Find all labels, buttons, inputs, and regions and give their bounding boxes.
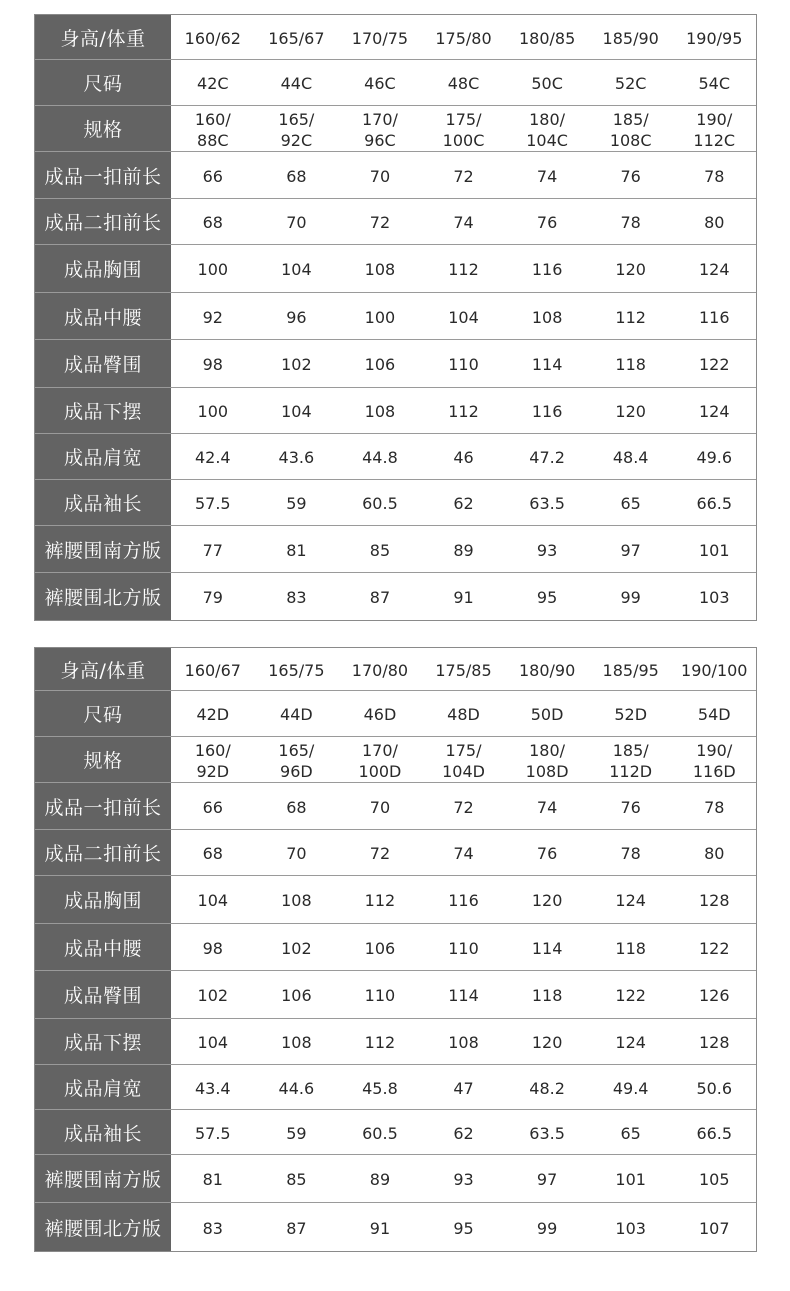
table-cell: 49.6 — [696, 448, 733, 467]
table-cell: 66 — [202, 797, 223, 817]
table-cell: 180/85 — [518, 28, 576, 48]
table-cell: 190/100 — [681, 660, 748, 680]
table-row-front-length-1 — [35, 152, 756, 199]
row-header: 成品胸围 — [35, 245, 171, 292]
table-row-hem — [35, 1019, 756, 1065]
table-cell: 80 — [704, 213, 725, 232]
row-values — [171, 783, 756, 829]
table-cell: 78 — [620, 844, 641, 863]
row-values — [171, 573, 756, 620]
table-row-sleeve — [35, 1110, 756, 1155]
row-header: 成品下摆 — [35, 388, 171, 433]
table-cell: 108 — [448, 1033, 479, 1052]
table-cell: 103 — [615, 1218, 646, 1238]
table-cell: 63.5 — [529, 494, 565, 513]
table-cell: 47.2 — [529, 448, 565, 467]
table-cell: 108 — [281, 1033, 312, 1052]
table-cell: 165/ 96D — [278, 740, 315, 781]
row-values — [171, 60, 756, 105]
row-header: 身高/体重 — [35, 648, 171, 690]
table-cell: 106 — [364, 355, 396, 374]
table-cell: 105 — [698, 1170, 730, 1189]
table-cell: 108 — [531, 307, 563, 327]
table-cell: 76 — [620, 797, 641, 817]
table-row-spec — [35, 106, 756, 152]
row-values — [171, 1019, 756, 1064]
table-cell: 165/ 92C — [278, 109, 315, 150]
table-cell: 76 — [536, 844, 558, 863]
table-cell: 160/ 92D — [194, 740, 231, 781]
table-cell: 180/ 108D — [525, 740, 569, 781]
table-cell: 122 — [615, 986, 646, 1005]
table-cell: 160/67 — [184, 660, 241, 680]
row-values — [171, 15, 756, 59]
table-cell: 46C — [364, 74, 396, 93]
table-cell: 98 — [202, 938, 223, 958]
row-header: 成品一扣前长 — [35, 783, 171, 829]
table-cell: 85 — [286, 1170, 307, 1189]
row-header: 成品中腰 — [35, 924, 171, 970]
table-cell: 97 — [536, 1170, 558, 1189]
table-cell: 66 — [202, 166, 223, 186]
table-cell: 47 — [453, 1078, 474, 1098]
row-header: 成品中腰 — [35, 293, 171, 339]
table-cell: 118 — [615, 355, 646, 374]
table-cell: 170/ 96C — [361, 109, 398, 150]
table-row-height-weight — [35, 15, 756, 60]
table-row-pants-waist-north — [35, 573, 756, 620]
table-cell: 116 — [531, 402, 563, 421]
table-cell: 170/80 — [351, 660, 409, 680]
table-cell: 116 — [531, 260, 563, 279]
table-cell: 72 — [453, 797, 474, 817]
table-cell: 175/ 104D — [442, 740, 485, 781]
table-cell: 100 — [364, 307, 396, 327]
table-cell: 122 — [698, 355, 730, 374]
table-cell: 91 — [369, 1218, 391, 1238]
table-cell: 100 — [197, 260, 229, 279]
table-cell: 50C — [531, 74, 563, 93]
row-header: 成品肩宽 — [35, 434, 171, 479]
table-row-shoulder — [35, 434, 756, 480]
table-cell: 59 — [286, 1123, 307, 1143]
row-values — [171, 648, 756, 690]
table-row-front-length-2 — [35, 830, 756, 876]
table-row-size — [35, 60, 756, 106]
table-cell: 95 — [536, 588, 558, 607]
row-header: 成品袖长 — [35, 480, 171, 525]
table-cell: 95 — [453, 1218, 474, 1238]
table-cell: 160/62 — [184, 28, 241, 48]
table-cell: 110 — [364, 986, 396, 1005]
table-cell: 43.4 — [194, 1078, 231, 1098]
row-values — [171, 876, 756, 923]
table-cell: 96 — [286, 307, 307, 327]
table-cell: 185/ 112D — [609, 740, 653, 781]
table-cell: 99 — [620, 588, 641, 607]
table-cell: 100 — [197, 402, 229, 421]
table-cell: 57.5 — [194, 494, 231, 513]
row-header: 裤腰围北方版 — [35, 573, 171, 620]
table-cell: 48D — [447, 705, 480, 724]
table-cell: 77 — [202, 540, 223, 560]
table-row-shoulder — [35, 1065, 756, 1110]
row-header: 裤腰围南方版 — [35, 1155, 171, 1202]
table-row-hem — [35, 388, 756, 434]
table-cell: 74 — [453, 213, 474, 232]
table-cell: 48.4 — [612, 448, 649, 467]
table-cell: 112 — [364, 891, 396, 910]
table-cell: 87 — [369, 588, 391, 607]
table-row-pants-waist-north — [35, 1203, 756, 1251]
table-cell: 44C — [280, 74, 313, 93]
table-cell: 92 — [202, 307, 223, 327]
table-cell: 42C — [197, 74, 229, 93]
table-cell: 104 — [197, 1033, 229, 1052]
table-cell: 68 — [202, 213, 223, 232]
table-cell: 101 — [698, 540, 730, 560]
table-cell: 108 — [364, 402, 396, 421]
table-cell: 120 — [615, 402, 646, 421]
table-cell: 190/ 116D — [692, 740, 736, 781]
table-cell: 110 — [448, 355, 479, 374]
table-cell: 91 — [453, 588, 474, 607]
table-cell: 120 — [531, 1033, 563, 1052]
table-cell: 175/80 — [435, 28, 492, 48]
table-row-front-length-1 — [35, 783, 756, 830]
table-cell: 76 — [536, 213, 558, 232]
table-cell: 45.8 — [362, 1078, 398, 1098]
table-cell: 42D — [196, 705, 230, 724]
table-cell: 104 — [281, 402, 312, 421]
row-values — [171, 830, 756, 875]
table-cell: 63.5 — [529, 1123, 565, 1143]
row-header: 成品二扣前长 — [35, 830, 171, 875]
table-cell: 70 — [286, 213, 307, 232]
size-table-d — [34, 647, 757, 1252]
table-cell: 59 — [286, 494, 307, 513]
table-row-chest — [35, 876, 756, 924]
table-cell: 118 — [615, 938, 646, 958]
table-cell: 66.5 — [696, 494, 733, 513]
table-cell: 83 — [202, 1218, 223, 1238]
row-values — [171, 526, 756, 572]
table-cell: 49.4 — [612, 1078, 649, 1098]
row-values — [171, 737, 756, 782]
table-cell: 170/75 — [351, 28, 409, 48]
row-values — [171, 1065, 756, 1109]
table-cell: 89 — [369, 1170, 391, 1189]
row-header: 成品下摆 — [35, 1019, 171, 1064]
table-cell: 74 — [453, 844, 474, 863]
table-cell: 76 — [620, 166, 641, 186]
row-values — [171, 152, 756, 198]
table-cell: 57.5 — [194, 1123, 231, 1143]
table-cell: 42.4 — [194, 448, 231, 467]
table-cell: 106 — [364, 938, 396, 958]
table-cell: 48.2 — [529, 1078, 565, 1098]
table-cell: 72 — [453, 166, 474, 186]
table-cell: 43.6 — [278, 448, 315, 467]
table-cell: 66.5 — [696, 1123, 733, 1143]
table-cell: 114 — [448, 986, 479, 1005]
table-cell: 126 — [698, 986, 730, 1005]
table-cell: 160/ 88C — [194, 109, 231, 150]
table-cell: 93 — [536, 540, 558, 560]
row-header: 裤腰围南方版 — [35, 526, 171, 572]
table-cell: 185/90 — [602, 28, 659, 48]
row-header: 裤腰围北方版 — [35, 1203, 171, 1251]
row-header: 尺码 — [35, 60, 171, 105]
table-cell: 112 — [364, 1033, 396, 1052]
table-cell: 70 — [369, 797, 391, 817]
row-header: 规格 — [35, 737, 171, 782]
table-cell: 68 — [286, 166, 307, 186]
table-cell: 108 — [364, 260, 396, 279]
table-cell: 112 — [448, 260, 479, 279]
table-cell: 101 — [615, 1170, 646, 1189]
table-cell: 175/ 100C — [442, 109, 485, 150]
table-cell: 124 — [615, 891, 646, 910]
row-values — [171, 924, 756, 970]
table-cell: 104 — [448, 307, 479, 327]
row-values — [171, 293, 756, 339]
table-cell: 78 — [620, 213, 641, 232]
table-cell: 98 — [202, 355, 223, 374]
table-row-sleeve — [35, 480, 756, 526]
table-cell: 81 — [286, 540, 307, 560]
table-cell: 108 — [281, 891, 312, 910]
table-cell: 68 — [202, 844, 223, 863]
table-cell: 102 — [281, 355, 312, 374]
table-row-pants-waist-south — [35, 1155, 756, 1203]
table-cell: 89 — [453, 540, 474, 560]
table-cell: 120 — [531, 891, 563, 910]
table-cell: 50.6 — [696, 1078, 733, 1098]
row-header: 成品二扣前长 — [35, 199, 171, 244]
table-cell: 80 — [704, 844, 725, 863]
row-values — [171, 971, 756, 1018]
row-values — [171, 1203, 756, 1251]
table-row-hip — [35, 340, 756, 388]
table-cell: 60.5 — [362, 1123, 398, 1143]
row-values — [171, 691, 756, 736]
table-cell: 81 — [202, 1170, 223, 1189]
table-cell: 46D — [363, 705, 397, 724]
row-header: 成品臀围 — [35, 971, 171, 1018]
table-cell: 128 — [698, 1033, 730, 1052]
table-cell: 120 — [615, 260, 646, 279]
table-cell: 54C — [698, 74, 731, 93]
row-header: 尺码 — [35, 691, 171, 736]
table-cell: 102 — [281, 938, 312, 958]
row-values — [171, 434, 756, 479]
table-cell: 112 — [448, 402, 479, 421]
table-cell: 99 — [536, 1218, 558, 1238]
table-cell: 185/ 108C — [609, 109, 652, 150]
table-cell: 104 — [197, 891, 229, 910]
table-cell: 70 — [286, 844, 307, 863]
table-cell: 62 — [453, 494, 474, 513]
table-cell: 85 — [369, 540, 391, 560]
table-cell: 185/95 — [602, 660, 659, 680]
table-cell: 107 — [698, 1218, 730, 1238]
table-row-waist — [35, 924, 756, 971]
table-cell: 104 — [281, 260, 312, 279]
table-cell: 46 — [453, 448, 474, 467]
table-cell: 87 — [286, 1218, 307, 1238]
table-cell: 52D — [614, 705, 648, 724]
table-cell: 103 — [698, 588, 730, 607]
table-cell: 65 — [620, 494, 641, 513]
table-cell: 124 — [698, 402, 730, 421]
table-cell: 170/ 100D — [358, 740, 402, 781]
table-cell: 116 — [448, 891, 479, 910]
row-values — [171, 106, 756, 151]
row-values — [171, 480, 756, 525]
table-cell: 93 — [453, 1170, 474, 1189]
table-cell: 180/90 — [518, 660, 576, 680]
table-cell: 190/95 — [686, 28, 743, 48]
table-cell: 62 — [453, 1123, 474, 1143]
table-cell: 79 — [202, 588, 223, 607]
row-values — [171, 1110, 756, 1154]
table-cell: 44.6 — [278, 1078, 315, 1098]
table-cell: 78 — [704, 166, 725, 186]
table-cell: 78 — [704, 797, 725, 817]
row-header: 成品胸围 — [35, 876, 171, 923]
row-header: 成品臀围 — [35, 340, 171, 387]
row-header: 身高/体重 — [35, 15, 171, 59]
table-cell: 83 — [286, 588, 307, 607]
table-row-front-length-2 — [35, 199, 756, 245]
size-table-c — [34, 14, 757, 621]
table-cell: 70 — [369, 166, 391, 186]
table-row-spec — [35, 737, 756, 783]
table-cell: 124 — [615, 1033, 646, 1052]
row-values — [171, 388, 756, 433]
table-cell: 44.8 — [362, 448, 398, 467]
table-cell: 54D — [697, 705, 731, 724]
table-cell: 190/ 112C — [693, 109, 736, 150]
table-row-hip — [35, 971, 756, 1019]
table-cell: 112 — [615, 307, 646, 327]
table-cell: 128 — [698, 891, 730, 910]
table-cell: 65 — [620, 1123, 641, 1143]
table-cell: 165/75 — [268, 660, 325, 680]
table-cell: 116 — [698, 307, 730, 327]
table-cell: 124 — [698, 260, 730, 279]
table-row-height-weight — [35, 648, 756, 691]
table-cell: 74 — [536, 166, 558, 186]
table-cell: 44D — [280, 705, 313, 724]
table-cell: 48C — [447, 74, 480, 93]
table-cell: 68 — [286, 797, 307, 817]
table-cell: 122 — [698, 938, 730, 958]
table-cell: 118 — [531, 986, 563, 1005]
table-cell: 72 — [369, 213, 391, 232]
table-cell: 74 — [536, 797, 558, 817]
table-cell: 114 — [531, 355, 563, 374]
table-cell: 106 — [281, 986, 312, 1005]
table-cell: 175/85 — [435, 660, 492, 680]
table-cell: 60.5 — [362, 494, 398, 513]
row-values — [171, 199, 756, 244]
row-values — [171, 340, 756, 387]
table-row-size — [35, 691, 756, 737]
row-header: 成品肩宽 — [35, 1065, 171, 1109]
row-header: 成品一扣前长 — [35, 152, 171, 198]
table-cell: 114 — [531, 938, 563, 958]
row-values — [171, 245, 756, 292]
table-cell: 50D — [530, 705, 564, 724]
table-row-chest — [35, 245, 756, 293]
table-cell: 72 — [369, 844, 391, 863]
row-header: 规格 — [35, 106, 171, 151]
row-header: 成品袖长 — [35, 1110, 171, 1154]
row-values — [171, 1155, 756, 1202]
table-cell: 165/67 — [268, 28, 325, 48]
table-cell: 102 — [197, 986, 229, 1005]
table-cell: 180/ 104C — [526, 109, 568, 150]
table-cell: 52C — [614, 74, 647, 93]
table-cell: 97 — [620, 540, 641, 560]
table-row-waist — [35, 293, 756, 340]
table-row-pants-waist-south — [35, 526, 756, 573]
table-cell: 110 — [448, 938, 479, 958]
